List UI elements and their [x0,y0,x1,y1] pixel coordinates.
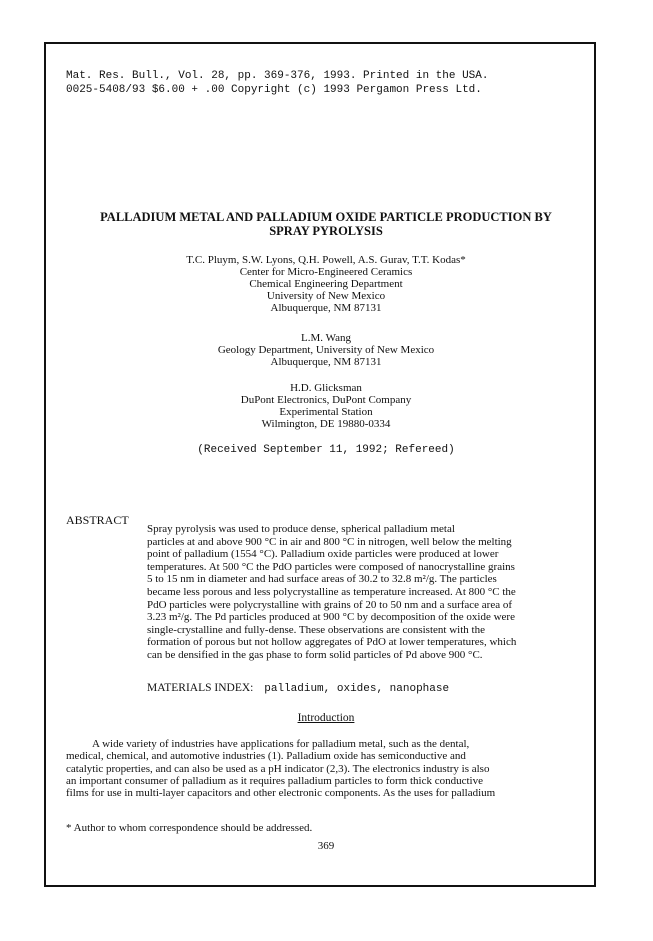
received-date: (Received September 11, 1992; Refereed) [197,444,455,456]
abstract-line: temperatures. At 500 °C the PdO particles were composed of nanocrystalline grains [147,560,515,573]
author-block-3 [60,382,592,430]
abstract-line: became less porous and less polycrystalline as temperature increased. At 800 °C the [147,585,516,598]
paper-title [60,210,592,238]
footnote: * Author to whom correspondence should be addressed. [66,822,313,834]
materials-index-label: MATERIALS INDEX: [147,682,254,694]
abstract-line: point of palladium (1554 °C). Palladium oxide particles were produced at lower [147,548,499,561]
paragraph-line: A wide variety of industries have applications for palladium metal, such as the dental, [92,738,470,750]
title-line-1: PALLADIUM METAL AND PALLADIUM OXIDE PARTICLE PRODUCTION BY [100,210,552,224]
abstract-body [147,523,577,662]
affiliation-line: Chemical Engineering Department [249,278,403,290]
abstract-line: single-crystalline and fully-dense. These observations are consistent with the [147,623,485,636]
affiliation-line: Geology Department, University of New Mexico [217,344,435,356]
affiliation-line: University of New Mexico [266,290,386,302]
page-number: 369 [317,840,335,852]
section-heading-introduction: Introduction [297,712,355,724]
abstract-line: formation of porous but not hollow aggregates of PdO at lower temperatures, which [147,636,517,649]
paragraph-line: catalytic properties, and can also be used as a pH indicator (2,3). The electronics industry is also [66,762,490,775]
abstract-heading: ABSTRACT [66,513,129,527]
author-block-2 [60,332,592,368]
introduction-body [66,738,586,799]
abstract-line: particles at and above 900 °C in air and 800 °C in nitrogen, well below the melting [147,535,512,548]
author-block-1 [60,254,592,314]
abstract-line: 5 to 15 nm in diameter and had surface areas of 30.2 to 32.8 m²/g. The particles [147,573,497,586]
paragraph-line: an important consumer of palladium as it requires palladium particles to form thick conductive [66,774,483,787]
affiliation-line: Experimental Station [279,406,373,418]
materials-index [147,682,449,695]
journal-citation: Mat. Res. Bull., Vol. 28, pp. 369-376, 1993. Printed in the USA. [66,70,489,82]
author-names: H.D. Glicksman [290,382,362,394]
abstract-line: Spray pyrolysis was used to produce dense, spherical palladium metal [147,523,455,535]
abstract-line: PdO particles were polycrystalline with grains of 20 to 50 nm and a surface area of [147,598,513,611]
abstract-line: can be densified in the gas phase to form solid particles of Pd above 900 °C. [147,648,483,661]
copyright-line: 0025-5408/93 $6.00 + .00 Copyright (c) 1993 Pergamon Press Ltd. [66,84,482,96]
author-names: L.M. Wang [301,332,351,344]
materials-index-terms: palladium, oxides, nanophase [264,683,450,695]
affiliation-line: Albuquerque, NM 87131 [270,356,382,368]
author-names: T.C. Pluym, S.W. Lyons, Q.H. Powell, A.S. Gurav, T.T. Kodas* [186,254,466,266]
affiliation-line: Wilmington, DE 19880-0334 [261,418,391,430]
abstract-line: 3.23 m²/g. The Pd particles produced at 900 °C by decomposition of the oxide were [147,611,515,624]
affiliation-line: DuPont Electronics, DuPont Company [240,394,412,406]
paragraph-line: medical, chemical, and automotive industries (1). Palladium oxide has semiconductive and [66,750,466,763]
affiliation-line: Albuquerque, NM 87131 [270,302,382,314]
paragraph-line: films for use in multi-layer capacitors and other electronic components. As the uses for palladium [66,787,496,800]
title-line-2: SPRAY PYROLYSIS [269,224,383,238]
affiliation-line: Center for Micro-Engineered Ceramics [239,266,413,278]
